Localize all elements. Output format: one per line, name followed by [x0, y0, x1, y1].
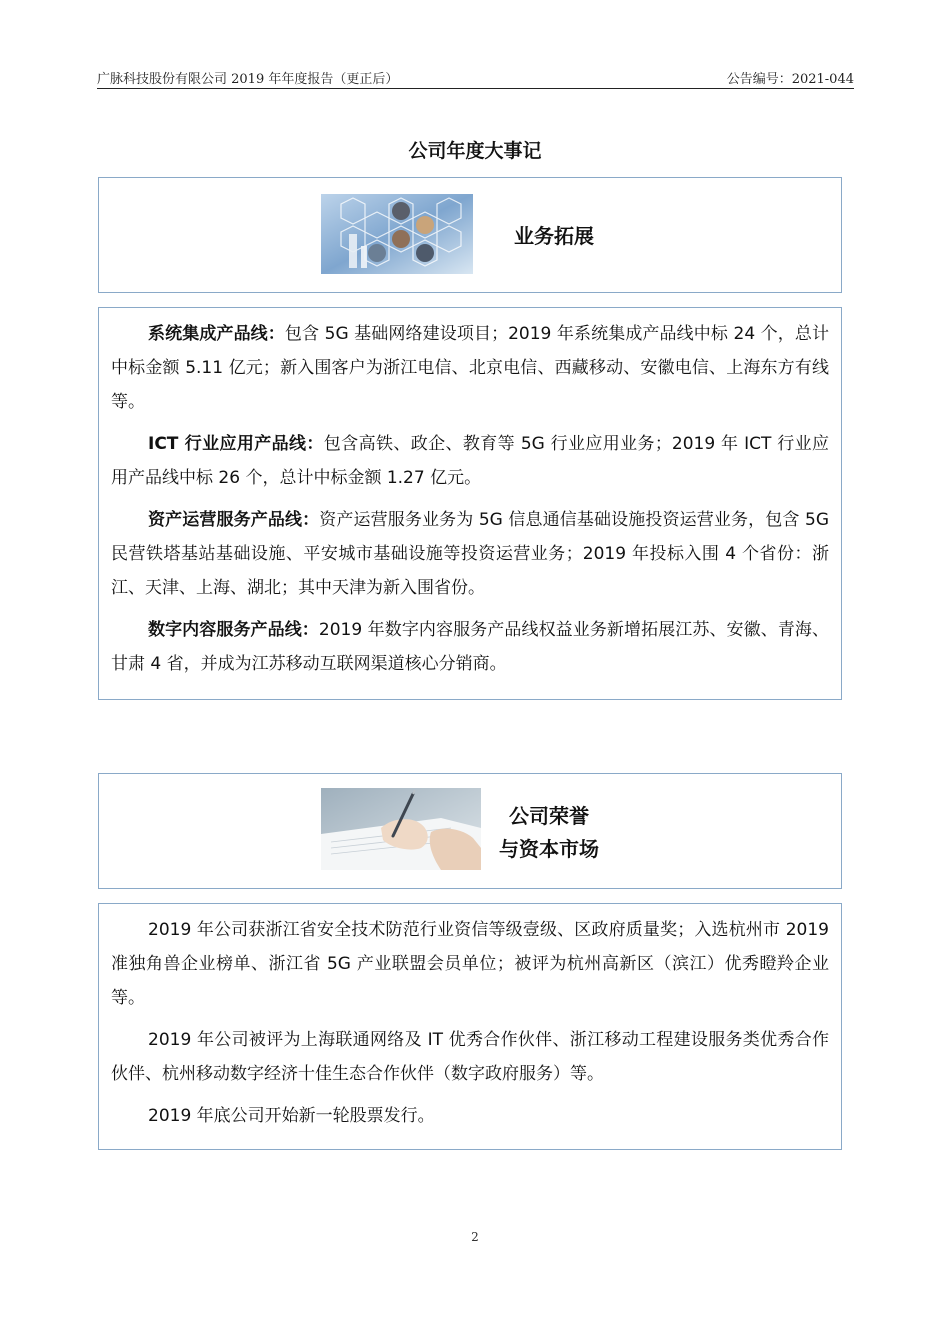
page-number: 2: [471, 1230, 479, 1244]
paragraph-stock-issuance: 2019 年底公司开始新一轮股票发行。: [148, 1106, 435, 1126]
banner-title-honors-capital-market: [484, 800, 614, 866]
paragraph-partners: 2019 年公司被评为上海联通网络及 IT 优秀合作伙伴、浙江移动工程建设服务类优秀合作伙伴、杭州移动数字经济十佳生态合作伙伴（数字政府服务）等。: [111, 1030, 829, 1084]
banner-title-line2: 与资本市场: [499, 837, 599, 861]
paragraph-honors: 2019 年公司获浙江省安全技术防范行业资信等级壹级、区政府质量奖；入选杭州市 2019 准独角兽企业榜单、浙江省 5G 产业联盟会员单位；被评为杭州高新区（滨江）优秀瞪羚企业等。: [111, 920, 829, 1008]
paragraph-label: 数字内容服务产品线：: [148, 620, 319, 640]
paragraph-text: 2019 年数字内容服务产品线权益业务新增拓展江苏、安徽、青海、甘肃 4 省，并成为江苏移动互联网渠道核心分销商。: [111, 620, 830, 674]
paragraph-label: ICT 行业应用产品线：: [148, 434, 324, 454]
paragraph-text: 包含高铁、政企、教育等 5G 行业应用业务；2019 年 ICT 行业应用产品线中标 26 个，总计中标金额 1.27 亿元。: [111, 434, 829, 488]
banner-title-business-expansion: 业务拓展: [514, 224, 594, 248]
banner-title-line1: 公司荣誉: [509, 804, 589, 828]
paragraph-text: 包含 5G 基础网络建设项目；2019 年系统集成产品线中标 24 个，总计中标金额 5.11 亿元；新入围客户为浙江电信、北京电信、西藏移动、安徽电信、上海东方有线等。: [111, 324, 830, 412]
paragraph-ict-application: [111, 427, 829, 495]
page-title: 公司年度大事记: [408, 140, 542, 162]
banner-honors-capital-market: [98, 773, 842, 889]
header-company-report: 广脉科技股份有限公司 2019 年年度报告（更正后）: [97, 72, 399, 87]
business-expansion-content: [98, 307, 842, 700]
header-announcement-number: 公告编号：2021-044: [726, 72, 854, 87]
paragraph-system-integration: [111, 317, 829, 419]
paragraph-digital-content: [111, 613, 829, 681]
honors-capital-market-content: [98, 903, 842, 1150]
banner-business-expansion: [98, 177, 842, 293]
paragraph-label: 系统集成产品线：: [148, 324, 285, 344]
business-tech-image: [321, 194, 473, 274]
paragraph-text: 资产运营服务业务为 5G 信息通信基础设施投资运营业务，包含 5G 民营铁塔基站基础设施、平安城市基础设施等投资运营业务；2019 年投标入围 4 个省份：浙江、天津、上海、湖北；其中天津为新入围省份。: [111, 510, 829, 598]
paragraph-asset-operation: [111, 503, 829, 605]
paragraph-label: 资产运营服务产品线：: [148, 510, 320, 530]
writing-hand-image: [321, 788, 481, 870]
page-header: [97, 66, 854, 89]
